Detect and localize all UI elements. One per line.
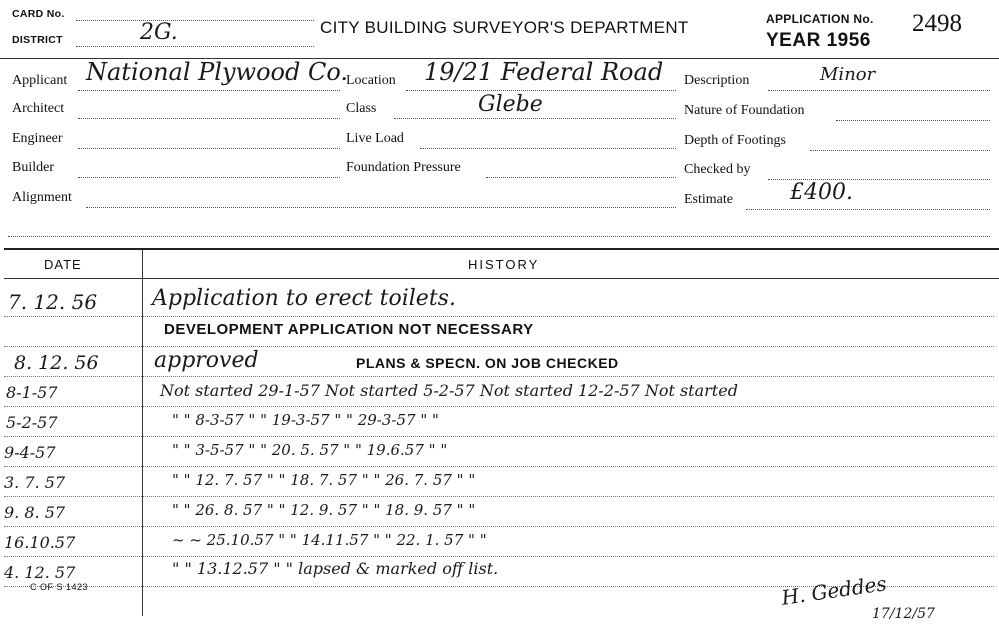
date-column-divider bbox=[142, 250, 143, 616]
estimate-value: £400. bbox=[790, 180, 853, 205]
foundation-pressure-label: Foundation Pressure bbox=[346, 160, 461, 175]
applicant-label: Applicant bbox=[12, 73, 68, 88]
blank-line bbox=[8, 236, 990, 237]
history-top-rule bbox=[4, 248, 999, 250]
history-entry: ~ ~ 25.10.57 " " 14.11.57 " " 22. 1. 57 " " bbox=[172, 531, 487, 549]
history-entry: " " 3-5-57 " " 20. 5. 57 " " 19.6.57 " " bbox=[172, 441, 448, 459]
depth-of-footings-label: Depth of Footings bbox=[684, 133, 786, 148]
live-load-line bbox=[420, 148, 676, 149]
history-date: 4. 12. 57 bbox=[4, 563, 76, 582]
nature-of-foundation-label: Nature of Foundation bbox=[684, 103, 805, 118]
engineer-label: Engineer bbox=[12, 131, 63, 146]
department-title: CITY BUILDING SURVEYOR'S DEPARTMENT bbox=[320, 18, 689, 37]
history-rule bbox=[4, 526, 994, 527]
history-rule bbox=[4, 436, 994, 437]
history-date: 9. 8. 57 bbox=[4, 503, 66, 522]
estimate-label: Estimate bbox=[684, 192, 733, 207]
history-rule bbox=[4, 556, 994, 557]
district-line bbox=[76, 46, 314, 47]
history-date: 16.10.57 bbox=[4, 533, 76, 552]
history-rule bbox=[4, 406, 994, 407]
description-line bbox=[768, 90, 990, 91]
builder-line bbox=[78, 177, 340, 178]
history-rule bbox=[4, 316, 994, 317]
history-entry: " " 8-3-57 " " 19-3-57 " " 29-3-57 " " bbox=[172, 411, 439, 429]
location-label: Location bbox=[346, 73, 396, 88]
alignment-label: Alignment bbox=[12, 190, 72, 205]
applicant-value: National Plywood Co. bbox=[86, 58, 348, 86]
district-label: DISTRICT bbox=[12, 34, 63, 46]
location-value: 19/21 Federal Road bbox=[424, 58, 664, 86]
depth-line bbox=[810, 150, 990, 151]
form-code: C OF S 1423 bbox=[30, 582, 89, 592]
nature-line bbox=[836, 120, 990, 121]
history-date: 3. 7. 57 bbox=[4, 473, 66, 492]
application-no-label: APPLICATION No. bbox=[766, 12, 874, 26]
foundation-pressure-line bbox=[486, 177, 676, 178]
year-label: YEAR 1956 bbox=[766, 30, 871, 51]
signature-date: 17/12/57 bbox=[872, 606, 935, 622]
live-load-label: Live Load bbox=[346, 131, 404, 146]
architect-line bbox=[78, 118, 340, 119]
history-date: 5-2-57 bbox=[6, 413, 58, 432]
history-header-rule bbox=[4, 278, 999, 279]
class-label: Class bbox=[346, 101, 377, 116]
date-header: DATE bbox=[44, 257, 82, 272]
application-no-value: 2498 bbox=[912, 10, 962, 37]
card-no-label: CARD No. bbox=[12, 8, 65, 20]
history-entry: approved bbox=[154, 348, 259, 373]
signature: H. Geddes bbox=[780, 571, 888, 610]
district-value: 2G. bbox=[140, 20, 178, 45]
class-value: Glebe bbox=[478, 92, 543, 117]
plans-checked-stamp: PLANS & SPECN. ON JOB CHECKED bbox=[356, 355, 619, 371]
architect-label: Architect bbox=[12, 101, 65, 116]
history-entry: Not started 29-1-57 Not started 5-2-57 Not started 12-2-57 Not started bbox=[160, 381, 738, 400]
history-date: 9-4-57 bbox=[4, 443, 56, 462]
history-entry: Application to erect toilets. bbox=[152, 286, 456, 311]
location-line bbox=[406, 90, 676, 91]
development-stamp: DEVELOPMENT APPLICATION NOT NECESSARY bbox=[164, 321, 534, 338]
history-date: 7. 12. 56 bbox=[8, 290, 98, 314]
estimate-line bbox=[746, 209, 990, 210]
card-no-line bbox=[76, 20, 314, 21]
checked-by-label: Checked by bbox=[684, 162, 751, 177]
history-entry: " " 13.12.57 " " lapsed & marked off list. bbox=[172, 559, 499, 578]
history-entry: " " 12. 7. 57 " " 18. 7. 57 " " 26. 7. 57 " " bbox=[172, 471, 476, 489]
alignment-line bbox=[86, 207, 676, 208]
applicant-line bbox=[78, 90, 340, 91]
history-date: 8-1-57 bbox=[6, 383, 58, 402]
history-rule bbox=[4, 346, 994, 347]
history-entry: " " 26. 8. 57 " " 12. 9. 57 " " 18. 9. 57 " " bbox=[172, 501, 476, 519]
history-header: HISTORY bbox=[468, 257, 540, 272]
class-line bbox=[394, 118, 676, 119]
history-rule bbox=[4, 376, 994, 377]
history-rule bbox=[4, 466, 994, 467]
description-value: Minor bbox=[820, 64, 876, 85]
builder-label: Builder bbox=[12, 160, 54, 175]
description-label: Description bbox=[684, 73, 750, 88]
engineer-line bbox=[78, 148, 340, 149]
history-rule bbox=[4, 496, 994, 497]
history-date: 8. 12. 56 bbox=[14, 352, 99, 374]
